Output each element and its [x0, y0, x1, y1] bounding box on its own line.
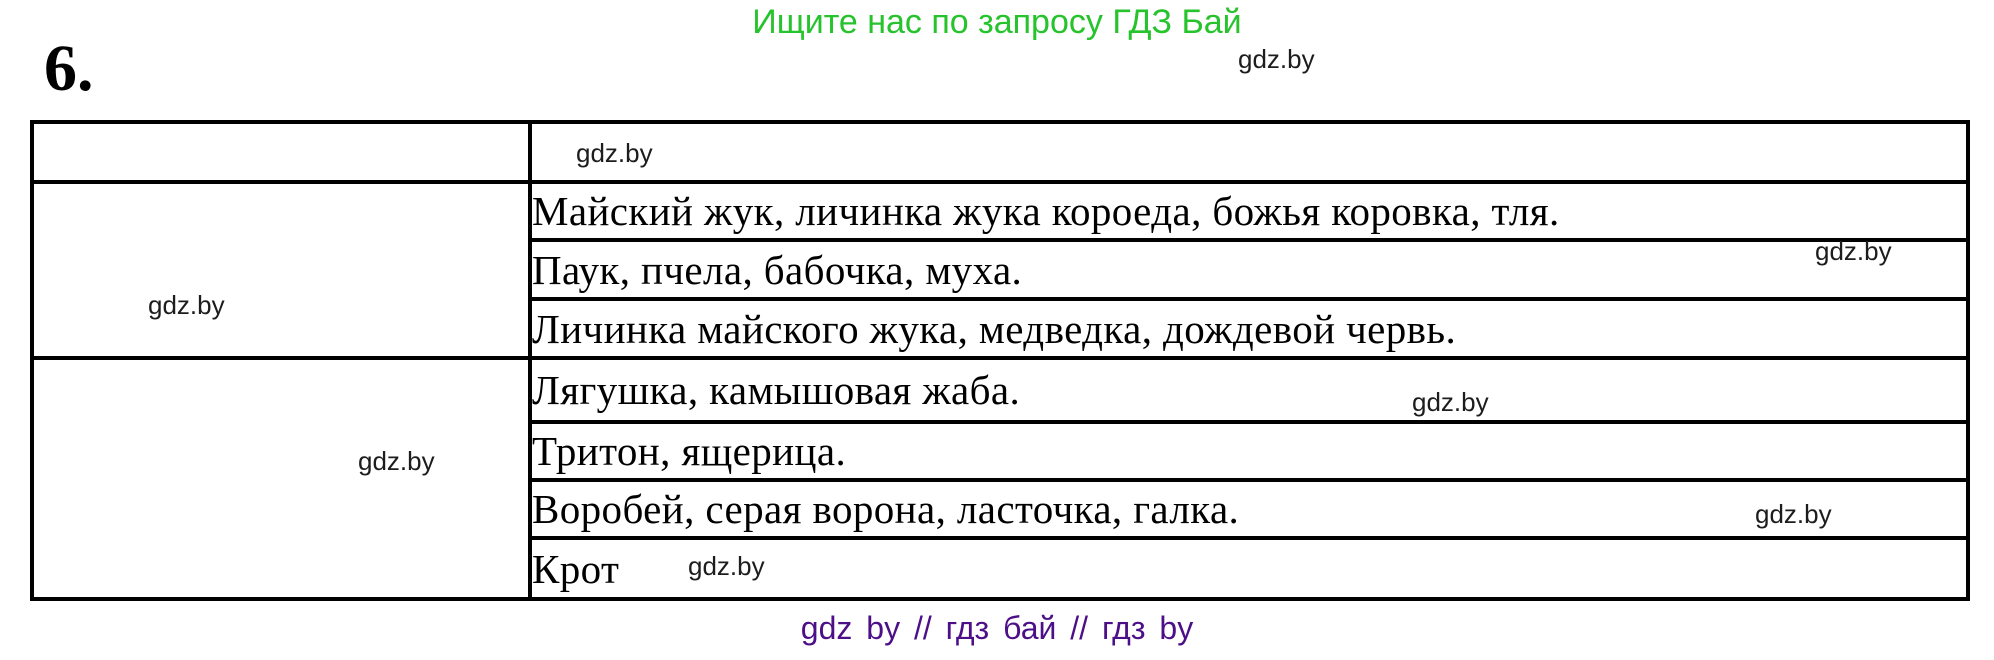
footer-keywords: gdz by // гдз бай // гдз by — [800, 610, 1194, 646]
gdz-watermark-row-7: gdz.by — [1755, 499, 1832, 529]
table-row — [32, 122, 1968, 182]
promo-banner: Ищите нас по запросу ГДЗ Бай — [752, 3, 1242, 41]
answer-cell: Крот — [530, 538, 1968, 599]
answer-cell: Тритон, ящерица. — [530, 422, 1968, 480]
answer-cell: Майский жук, личинка жука короеда, божья коровка, тля. — [530, 182, 1968, 240]
answer-cell: Лягушка, камышовая жаба. — [530, 358, 1968, 422]
answer-cell: Воробей, серая ворона, ласточка, галка. — [530, 480, 1968, 538]
answer-cell: Личинка майского жука, медведка, дождевой червь. — [530, 299, 1968, 358]
header-left-cell — [32, 122, 530, 182]
task-number: 6. — [44, 32, 94, 105]
gdz-watermark-left-cell-2: gdz.by — [358, 446, 435, 476]
table-row — [32, 358, 1968, 422]
gdz-watermark-top: gdz.by — [1238, 44, 1315, 74]
group-cell-insects — [32, 182, 530, 358]
gdz-watermark-left-cell-1: gdz.by — [148, 290, 225, 320]
answer-cell: Паук, пчела, бабочка, муха. — [530, 240, 1968, 299]
gdz-watermark-row-8: gdz.by — [688, 551, 765, 581]
group-cell-vertebrates — [32, 358, 530, 599]
gdz-watermark-row-3: gdz.by — [1815, 236, 1892, 266]
table-row — [32, 182, 1968, 240]
header-right-cell — [530, 122, 1968, 182]
gdz-watermark-header-cell: gdz.by — [576, 138, 653, 168]
gdz-watermark-row-5: gdz.by — [1412, 387, 1489, 417]
answers-table — [30, 120, 1970, 601]
